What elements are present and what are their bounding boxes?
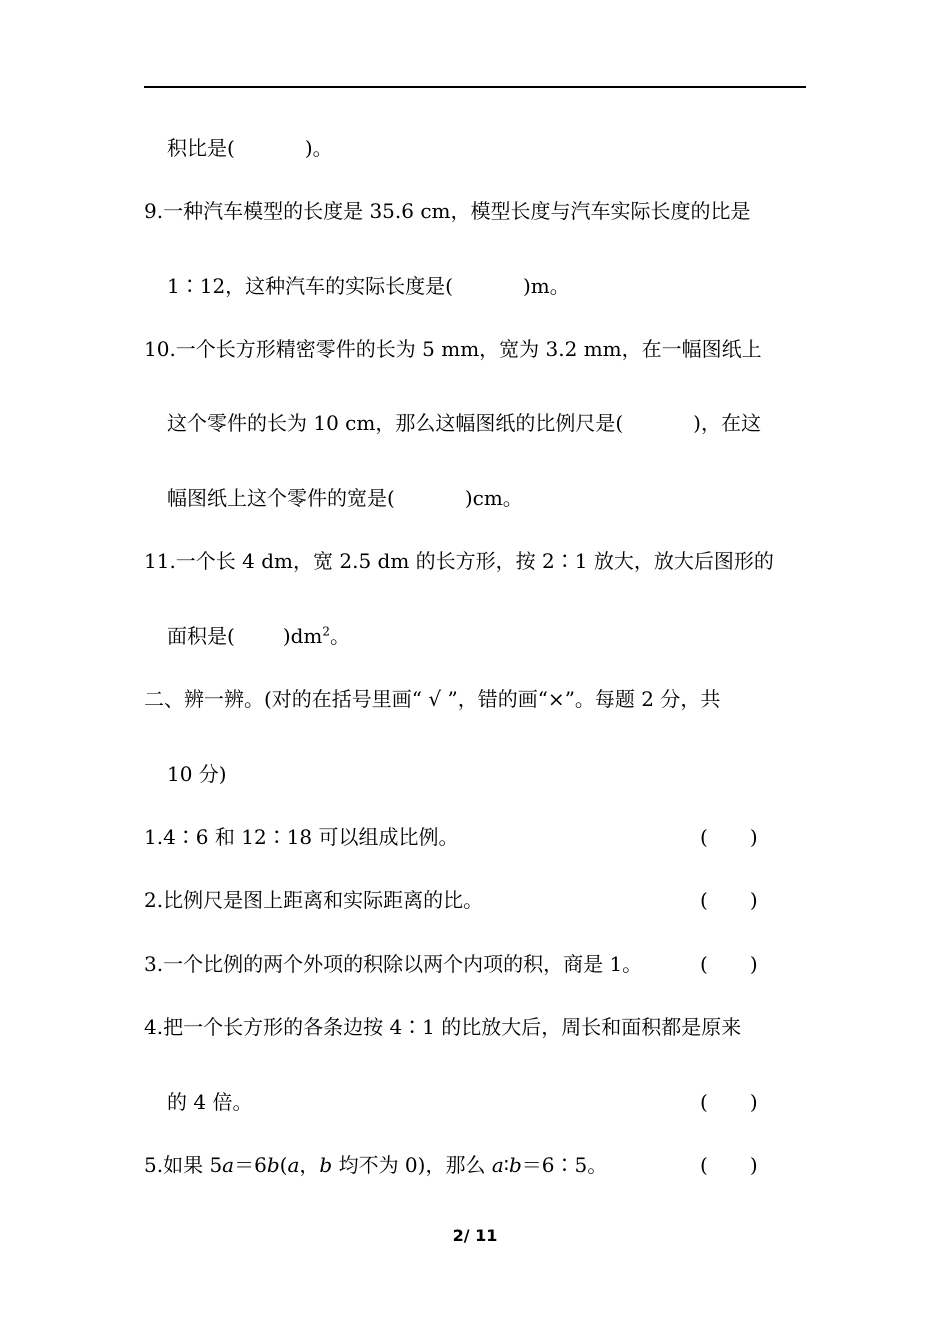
j5-text: ， bbox=[299, 1153, 320, 1177]
q10-line3-text: 幅图纸上这个零件的宽是( bbox=[167, 486, 395, 510]
var-a: a bbox=[287, 1153, 300, 1177]
section2-heading: 二、辨一辨。(对的在括号里画“ √ ”，错的画“×”。每题 2 分，共 bbox=[144, 687, 721, 711]
q11-line2-text: 面积是( bbox=[167, 624, 235, 648]
paren-close: ) bbox=[749, 1153, 758, 1177]
header-rule bbox=[144, 86, 806, 88]
var-a: a bbox=[222, 1153, 235, 1177]
paren-close: ) bbox=[749, 825, 758, 849]
j5-text: ( bbox=[279, 1153, 288, 1177]
paren-open: ( bbox=[700, 1153, 708, 1177]
q10-line2-end: )，在这 bbox=[693, 411, 761, 435]
q10-line1: 10.一个长方形精密零件的长为 5 mm，宽为 3.2 mm，在一幅图纸上 bbox=[144, 337, 762, 361]
judge-4-line2: 的 4 倍。 bbox=[167, 1090, 253, 1114]
j5-text: ∶ bbox=[503, 1153, 509, 1177]
paren-close: ) bbox=[749, 888, 758, 912]
judge-3-answer[interactable] bbox=[700, 952, 758, 976]
judge-1-answer[interactable] bbox=[700, 825, 758, 849]
page-number: 2/ 11 bbox=[452, 1226, 498, 1245]
q11-line2 bbox=[167, 624, 350, 648]
var-b: b bbox=[319, 1153, 333, 1177]
paren-close: ) bbox=[749, 952, 758, 976]
judge-3: 3.一个比例的两个外项的积除以两个内项的积，商是 1。 bbox=[144, 952, 643, 976]
paren-open: ( bbox=[700, 888, 708, 912]
j5-text: 5.如果 5 bbox=[144, 1153, 223, 1177]
judge-5 bbox=[144, 1153, 607, 1177]
judge-1: 1.4∶6 和 12∶18 可以组成比例。 bbox=[144, 825, 459, 849]
q11-line1: 11.一个长 4 dm，宽 2.5 dm 的长方形，按 2∶1 放大，放大后图形的 bbox=[144, 549, 774, 573]
judge-5-answer[interactable] bbox=[700, 1153, 758, 1177]
j5-text: 均不为 0)，那么 bbox=[332, 1153, 492, 1177]
section2-heading-cont: 10 分) bbox=[167, 762, 227, 786]
paren-open: ( bbox=[700, 952, 708, 976]
j5-text: ＝6 bbox=[234, 1153, 267, 1177]
q8-tail-line bbox=[167, 136, 333, 160]
q10-line2 bbox=[167, 411, 761, 435]
q10-line3-end: )cm。 bbox=[464, 486, 523, 510]
q9-line2-end: )m。 bbox=[522, 274, 570, 298]
q10-line2-text: 这个零件的长为 10 cm，那么这幅图纸的比例尺是( bbox=[167, 411, 624, 435]
q10-line3 bbox=[167, 486, 523, 510]
q8-tail-end: )。 bbox=[304, 136, 333, 160]
var-a: a bbox=[491, 1153, 504, 1177]
var-b: b bbox=[266, 1153, 280, 1177]
q9-line2-text: 1∶12，这种汽车的实际长度是( bbox=[167, 274, 453, 298]
j5-text: ＝6∶5。 bbox=[521, 1153, 608, 1177]
q9-line2 bbox=[167, 274, 570, 298]
q11-line2-end: 。 bbox=[330, 624, 351, 648]
var-b: b bbox=[508, 1153, 522, 1177]
judge-4-line1: 4.把一个长方形的各条边按 4∶1 的比放大后，周长和面积都是原来 bbox=[144, 1015, 742, 1039]
q11-line2-unit: )dm bbox=[282, 624, 323, 648]
paren-open: ( bbox=[700, 1090, 708, 1114]
q11-superscript: 2 bbox=[322, 624, 331, 639]
q9-line1: 9.一种汽车模型的长度是 35.6 cm，模型长度与汽车实际长度的比是 bbox=[144, 199, 751, 223]
judge-4-answer[interactable] bbox=[700, 1090, 758, 1114]
q8-tail-text: 积比是( bbox=[167, 136, 235, 160]
judge-2-answer[interactable] bbox=[700, 888, 758, 912]
paren-close: ) bbox=[749, 1090, 758, 1114]
paren-open: ( bbox=[700, 825, 708, 849]
judge-2: 2.比例尺是图上距离和实际距离的比。 bbox=[144, 888, 484, 912]
